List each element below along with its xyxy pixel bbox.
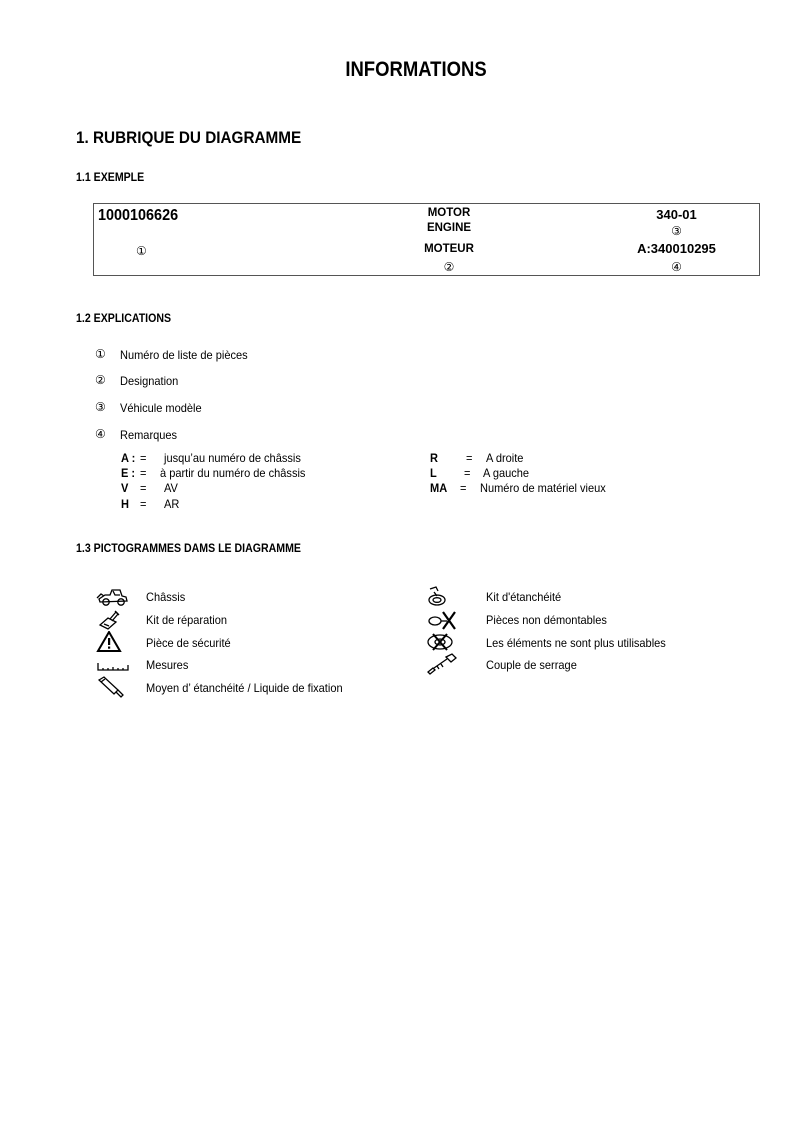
- pictogram-label: Kit d'étanchéité: [486, 590, 562, 604]
- not-removable-icon: [425, 609, 459, 631]
- abbrev-key: R: [430, 451, 438, 465]
- abbrev-eq: =: [140, 451, 147, 465]
- pictogram-label: Châssis: [146, 590, 186, 604]
- explanation-text: Numéro de liste de pièces: [120, 348, 248, 362]
- explanation-marker: ②: [95, 373, 106, 387]
- abbrev-eq: =: [140, 497, 147, 511]
- abbrev-value: AR: [164, 497, 180, 511]
- heading-pictograms: 1.3 PICTOGRAMMES DAMS LE DIAGRAMME: [76, 543, 301, 555]
- abbrev-value: à partir du numéro de châssis: [160, 466, 306, 480]
- abbrev-value: AV: [164, 481, 178, 495]
- no-longer-usable-icon: [425, 631, 459, 653]
- seal-kit-icon: [425, 586, 459, 608]
- heading-explications: 1.2 EXPLICATIONS: [76, 313, 172, 325]
- abbrev-key: L: [430, 466, 437, 480]
- explanation-marker: ④: [95, 427, 106, 441]
- abbrev-key: MA: [430, 481, 448, 495]
- abbrev-value: jusqu’au numéro de châssis: [164, 451, 301, 465]
- explanation-marker: ①: [95, 347, 106, 361]
- section-title-rubrique: 1. RUBRIQUE DU DIAGRAMME: [76, 128, 302, 147]
- designation-line-1: MOTOR: [427, 207, 471, 219]
- pictogram-label: Mesures: [146, 658, 189, 672]
- explanation-text: Remarques: [120, 428, 178, 442]
- marker-1: ①: [136, 244, 147, 258]
- loader-vehicle-icon: [96, 585, 130, 607]
- sealant-tube-icon: [96, 676, 130, 698]
- abbrev-eq: =: [464, 466, 471, 480]
- explanation-marker: ③: [95, 400, 106, 414]
- designation-line-3: MOTEUR: [424, 243, 474, 255]
- abbrev-value: A gauche: [483, 466, 530, 480]
- page-title: INFORMATIONS: [345, 58, 487, 81]
- abbrev-value: A droite: [486, 451, 524, 465]
- marker-2: ②: [443, 260, 455, 274]
- abbrev-eq: =: [466, 451, 473, 465]
- abbrev-key: A :: [121, 451, 136, 465]
- remark-value: A:340010295: [637, 241, 716, 256]
- torque-wrench-icon: [425, 653, 459, 675]
- abbrev-eq: =: [460, 481, 467, 495]
- warning-triangle-icon: [96, 631, 130, 653]
- pictogram-label: Pièces non démontables: [486, 613, 607, 627]
- pictogram-label: Pièce de sécurité: [146, 636, 231, 650]
- repair-kit-icon: [96, 609, 130, 631]
- heading-example: 1.1 EXEMPLE: [76, 172, 145, 184]
- marker-4: ④: [671, 260, 682, 274]
- marker-3: ③: [671, 224, 682, 238]
- abbrev-key: E :: [121, 466, 136, 480]
- abbrev-eq: =: [140, 481, 147, 495]
- pictogram-label: Les éléments ne sont plus utilisables: [486, 636, 666, 650]
- designation-line-2: ENGINE: [426, 222, 472, 234]
- measure-ruler-icon: [96, 655, 130, 677]
- pictogram-label: Kit de réparation: [146, 613, 228, 627]
- explanation-text: Designation: [120, 374, 179, 388]
- abbrev-key: V: [121, 481, 129, 495]
- pictogram-label: Moyen d’ étanchéité / Liquide de fixation: [146, 681, 343, 695]
- part-list-number: 1000106626: [98, 207, 179, 224]
- abbrev-key: H: [121, 497, 129, 511]
- pictogram-label: Couple de serrage: [486, 658, 577, 672]
- model-number: 340-01: [656, 207, 697, 222]
- abbrev-value: Numéro de matériel vieux: [480, 481, 606, 495]
- abbrev-eq: =: [140, 466, 147, 480]
- explanation-text: Véhicule modèle: [120, 401, 202, 415]
- example-box: [93, 203, 760, 276]
